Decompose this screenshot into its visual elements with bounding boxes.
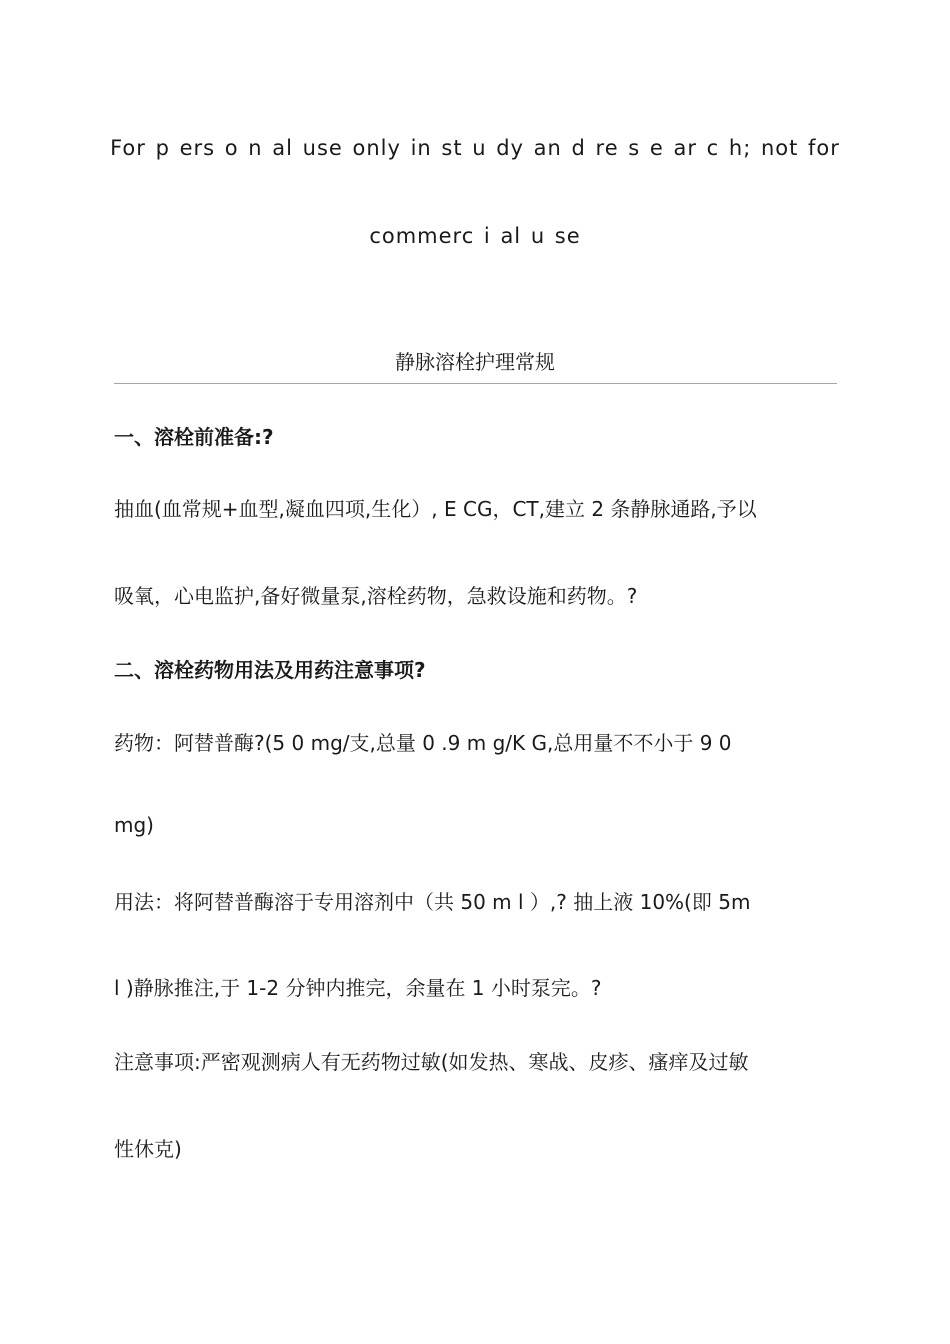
section-2-heading: 二、溶栓药物用法及用药注意事项? [114, 658, 426, 682]
document-title: 静脉溶栓护理常规 [395, 350, 555, 374]
section-1-text-line-1: 抽血(血常规+血型,凝血四项,生化）, E CG，CT,建立 2 条静脉通路,予以 [114, 497, 757, 521]
drug-line-2: mg) [114, 813, 154, 837]
usage-line-1: 用法：将阿替普酶溶于专用溶剂中（共 50 m l ）,? 抽上液 10%(即 5m [114, 890, 751, 914]
section-1-text-line-2: 吸氧，心电监护,备好微量泵,溶栓药物，急救设施和药物。? [114, 584, 638, 608]
title-divider [114, 383, 837, 384]
notes-line-1: 注意事项:严密观测病人有无药物过敏(如发热、寒战、皮疹、瘙痒及过敏 [114, 1050, 749, 1074]
disclaimer-line-2: commerc i al u se [369, 224, 581, 248]
drug-line-1: 药物：阿替普酶?(5 0 mg/支,总量 0 .9 m g/K G,总用量不不小于 9 0 [114, 731, 732, 755]
usage-line-2: l )静脉推注,于 1-2 分钟内推完，余量在 1 小时泵完。? [114, 976, 602, 1000]
notes-line-2: 性休克) [114, 1137, 182, 1161]
disclaimer-line-1: For p ers o n al use only in st u dy an d re s e ar c h; not for [110, 136, 840, 160]
section-1-heading: 一、溶栓前准备:? [114, 425, 274, 449]
